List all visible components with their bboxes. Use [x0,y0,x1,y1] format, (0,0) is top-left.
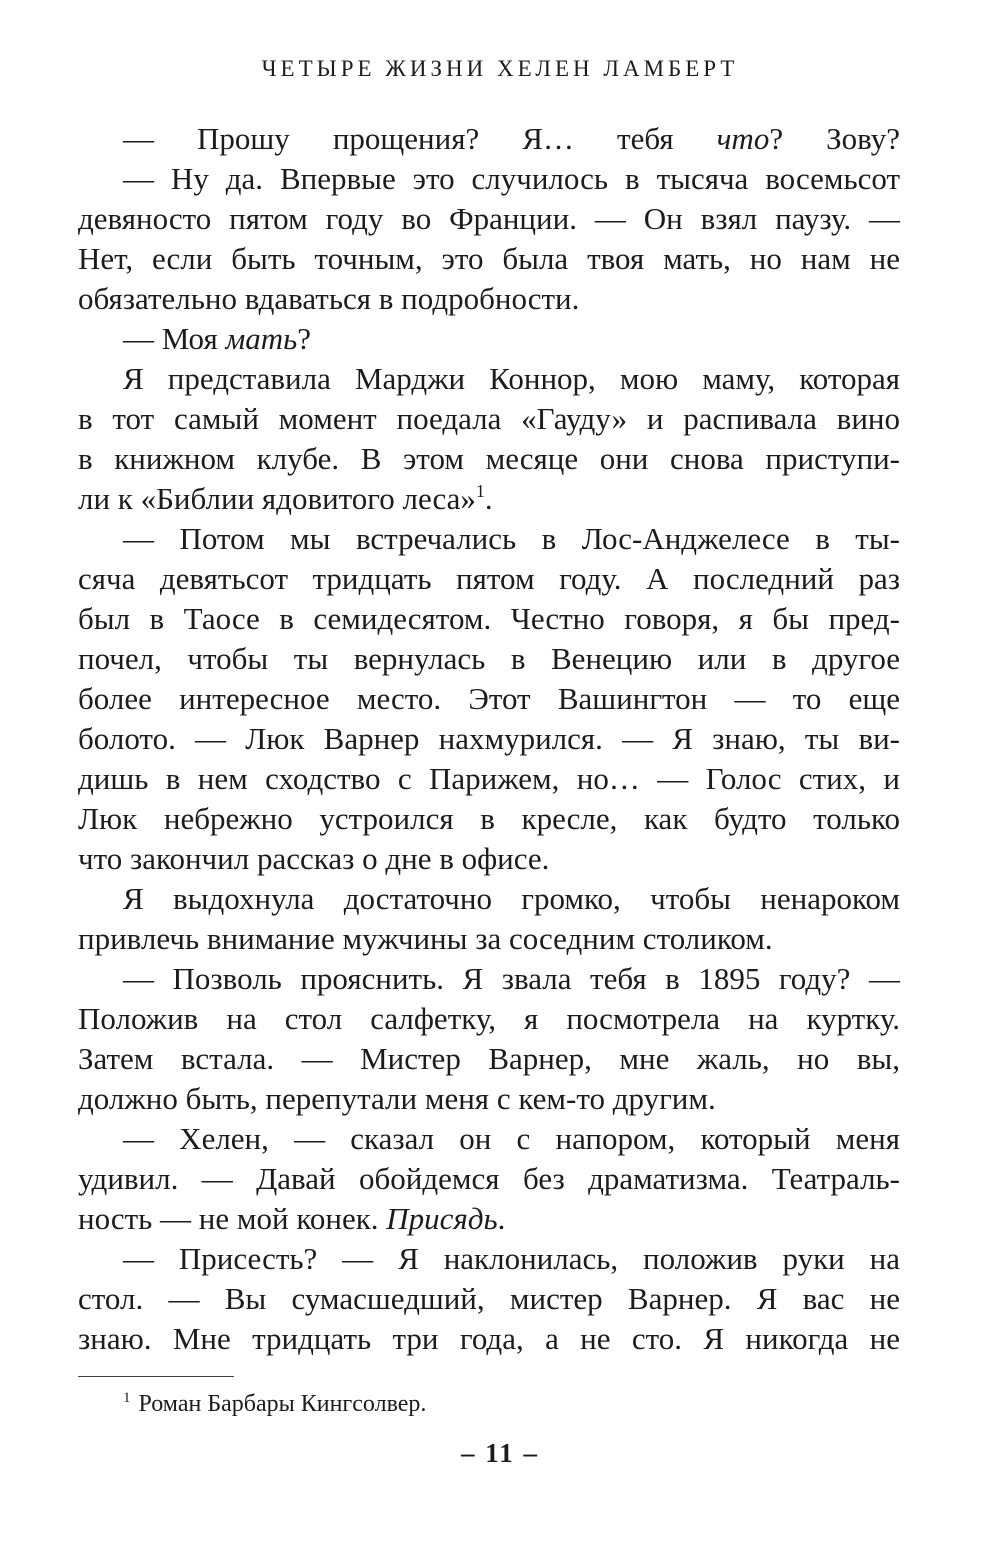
emphasis: что [716,121,770,156]
footnote-divider [78,1376,234,1377]
text-line: Я выдохнула достаточно громко, чтобы ненароком [123,881,900,916]
text-line [78,119,900,159]
text-line: — Потом мы встречались в Лос-Анджелесе в ты- [123,521,900,556]
text-line: в тот самый момент поедала «Гауду» и распивала вино [78,401,900,436]
footnote [123,1391,426,1418]
text-line: должно быть, перепутали меня с кем-то другим. [78,1081,716,1116]
text-line: Нет, если быть точным, это была твоя мать, но нам не [78,241,900,276]
text-line: болото. — Люк Варнер нахмурился. — Я знаю, ты ви- [78,721,900,756]
text-line: что закончил рассказ о дне в офисе. [78,841,550,876]
text-line: почел, чтобы ты вернулась в Венецию или в другое [78,641,900,676]
text-line: — Хелен, — сказал он с напором, который меня [123,1121,900,1156]
page-number: – 11 – [460,1438,539,1468]
text-line [78,1199,900,1239]
text-line: более интересное место. Этот Вашингтон — то еще [78,681,900,716]
text-line: Затем встала. — Мистер Варнер, мне жаль, но вы, [78,1041,900,1076]
emphasis: мать [225,321,298,356]
text-run: ность — не мой конек. [78,1201,387,1236]
text-line: обязательно вдаваться в подробности. [78,281,580,316]
text-line: — Позволь прояснить. Я звала тебя в 1895 году? — [123,961,900,996]
text-line: был в Таосе в семидесятом. Честно говоря, я бы пред- [78,601,900,636]
body-text [78,119,900,1359]
text-line: дишь в нем сходство с Парижем, но… — Голос стих, и [78,761,900,796]
text-run: ? [297,321,312,356]
text-line: девяносто пятом году во Франции. — Он взял паузу. — [78,201,900,236]
text-run: — Прошу прощения? Я… тебя [123,121,717,156]
text-run: ли к «Библии ядовитого леса» [78,481,476,516]
text-line: знаю. Мне тридцать три года, а не сто. Я никогда не [78,1321,900,1356]
text-line: удивил. — Давай обойдемся без драматизма. Театраль- [78,1161,900,1196]
text-line [78,319,900,359]
text-line: сяча девятьсот тридцать пятом году. А последний раз [78,561,900,596]
text-line [78,479,900,519]
text-line: в книжном клубе. В этом месяце они снова приступи- [78,441,900,476]
text-line: Я представила Марджи Коннор, мою маму, которая [123,361,900,396]
text-run: . [497,1201,506,1236]
text-line: Люк небрежно устроился в кресле, как будто только [78,801,900,836]
text-line: Положив на стол салфетку, я посмотрела на куртку. [78,1001,900,1036]
running-header: ЧЕТЫРЕ ЖИЗНИ ХЕЛЕН ЛАМБЕРТ [261,56,739,81]
footnote-ref[interactable]: 1 [475,481,485,501]
text-line: — Ну да. Впервые это случилось в тысяча восемьсот [123,161,900,196]
text-line: привлечь внимание мужчины за соседним столиком. [78,921,773,956]
footnote-text: Роман Барбары Кингсолвер. [138,1391,427,1417]
text-run: . [484,481,493,516]
footnote-marker: 1 [123,1390,131,1406]
text-run: — Моя [123,321,226,356]
text-run: ? Зову? [769,121,900,156]
emphasis: Присядь [386,1201,498,1236]
text-line: стол. — Вы сумасшедший, мистер Варнер. Я вас не [78,1281,900,1316]
text-line: — Присесть? — Я наклонилась, положив руки на [123,1241,900,1276]
